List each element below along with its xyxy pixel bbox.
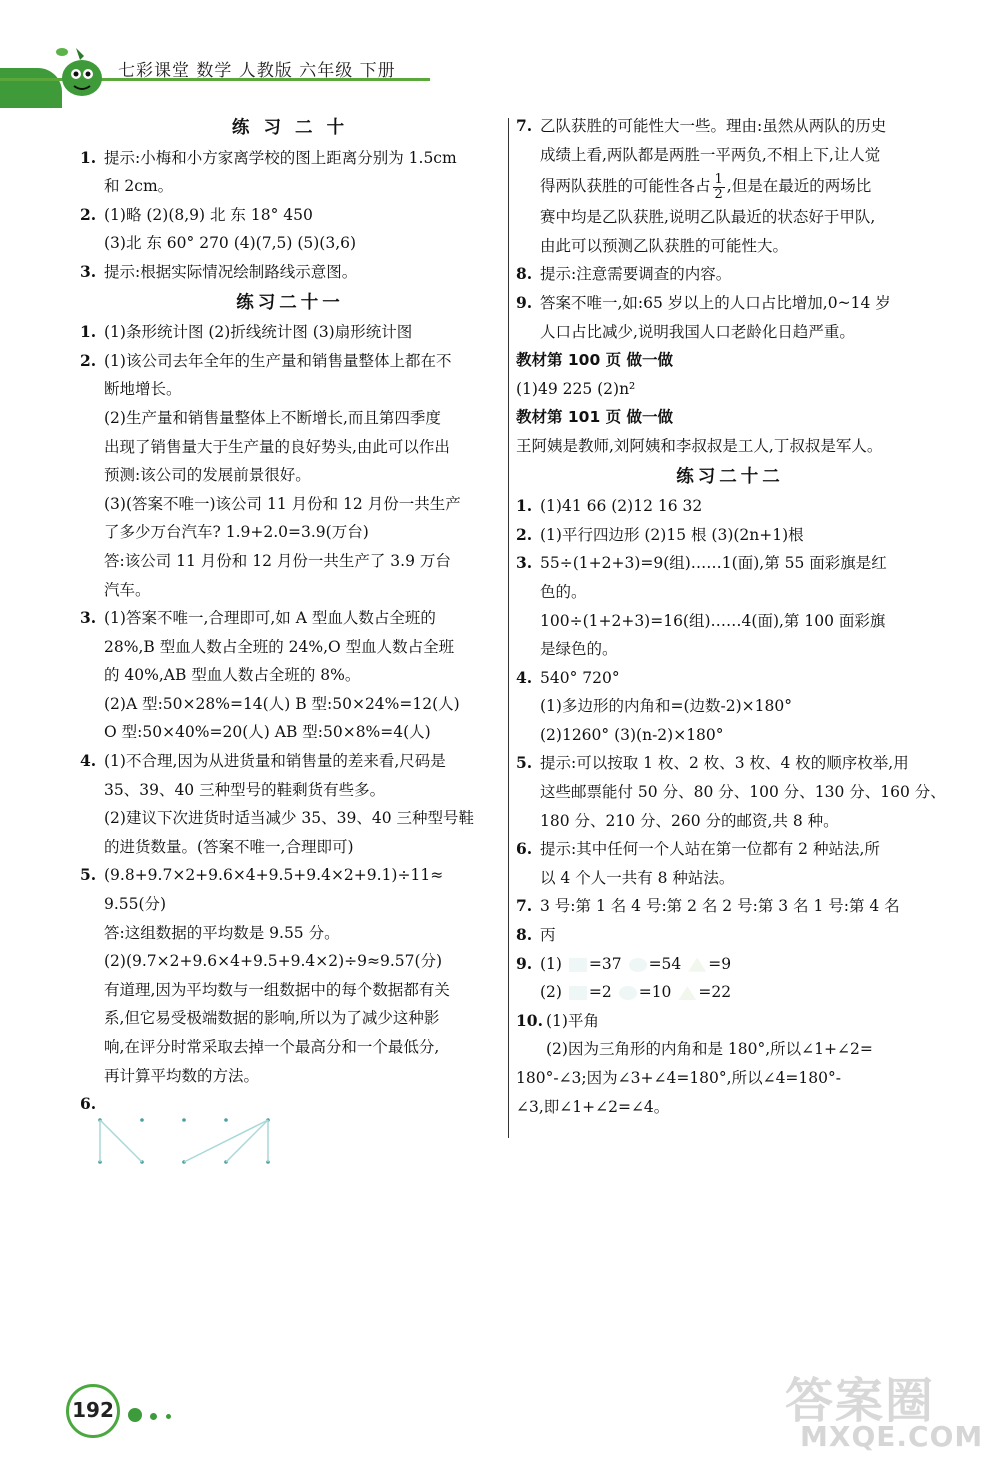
text-line: 了多少万台汽车? 1.9+2.0=3.9(万台): [104, 523, 369, 542]
watermark-url: MXQE.COM: [800, 1420, 984, 1453]
list-item: [516, 521, 944, 550]
item-number: 9.: [516, 953, 533, 973]
item-number: 10.: [516, 1010, 543, 1030]
text-line: (1)多边形的内角和=(边数-2)×180°: [540, 697, 792, 716]
item-number: 7.: [516, 896, 533, 916]
text-line: 赛中均是乙队获胜,说明乙队最近的状态好于甲队,: [540, 208, 876, 227]
text-line: 9.55(分): [104, 895, 167, 914]
mascot-icon: [52, 44, 110, 102]
text-line: 提示:其中任何一个人站在第一位都有 2 种站法,所: [540, 840, 880, 859]
item-number: 2.: [80, 350, 97, 370]
q9-value: =2: [588, 983, 612, 1002]
list-item: [80, 861, 500, 1090]
item-number: 3.: [80, 261, 97, 281]
dot-icon: [166, 1414, 171, 1419]
text-line: 乙队获胜的可能性大一些。理由:虽然从两队的历史: [540, 117, 887, 135]
item-r8: [516, 260, 944, 289]
q9-value: =9: [708, 954, 732, 973]
text-line: 540° 720°: [540, 668, 620, 687]
dot-icon: [128, 1408, 142, 1422]
q9-value: =22: [698, 983, 732, 1002]
item-q9: [516, 950, 944, 1007]
text-line: 色的。: [540, 582, 587, 601]
fraction-pre: 得两队获胜的可能性各占: [540, 177, 711, 196]
text-line: 3 号:第 1 名 4 号:第 2 名 2 号:第 3 名 1 号:第 4 名: [540, 897, 900, 916]
text-line: O 型:50×40%=20(人) AB 型:50×8%=4(人): [104, 723, 431, 742]
text-line: (1)略 (2)(8,9) 北 东 18° 450: [104, 205, 313, 224]
text-line: 系,但它易受极端数据的影响,所以为了减少这种影: [104, 1009, 440, 1028]
text-line: 答案不唯一,如:65 岁以上的人口占比增加,0~14 岁: [540, 293, 891, 312]
text-line: 成绩上看,两队都是两胜一平两负,不相上下,让人觉: [540, 145, 881, 164]
text-line: 180 分、210 分、260 分的邮资,共 8 种。: [540, 811, 839, 830]
item-number: 6.: [80, 1094, 97, 1114]
text-line: 的进货数量。(答案不唯一,合理即可): [104, 837, 354, 856]
text-line: 响,在评分时常采取去掉一个最高分和一个最低分,: [104, 1038, 440, 1056]
item-number: 4.: [516, 667, 533, 687]
item-number: 5.: [80, 865, 97, 885]
header-title: 七彩课堂 数学 人教版 六年级 下册: [118, 61, 396, 81]
circle-shape-icon: [619, 986, 637, 1000]
item-number: 1.: [516, 496, 533, 516]
item-number: 2.: [516, 524, 533, 544]
text-line: 预测:该公司的发展前景很好。: [104, 466, 311, 485]
item-r9: [516, 289, 944, 346]
list-item: [80, 1090, 500, 1142]
section-title-21: 练习二十一: [236, 292, 344, 313]
item-number: 2.: [80, 204, 97, 224]
square-shape-icon: [569, 986, 587, 1000]
text-line: 的 40%,AB 型血人数占全班的 8%。: [104, 666, 361, 685]
list-item: [516, 549, 944, 663]
fraction-post: ,但是在最近的两场比: [726, 177, 872, 196]
text-line: (2)建议下次进货时适当减少 35、39、40 三种型号鞋: [104, 809, 474, 828]
left-column: [80, 112, 500, 1176]
text-line: (2)生产量和销售量整体上不断增长,而且第四季度: [104, 408, 441, 427]
text-line: 和 2cm。: [104, 177, 174, 196]
q9-value: =37: [588, 954, 622, 973]
section-22-items: [516, 492, 944, 950]
dot-icon: [150, 1413, 157, 1420]
page-header: [0, 38, 430, 110]
p101-text: 王阿姨是教师,刘阿姨和李叔叔是工人,丁叔叔是军人。: [516, 436, 883, 455]
item-number: 6.: [516, 839, 533, 859]
text-line: 答:该公司 11 月份和 12 月份一共生产了 3.9 万台: [104, 551, 451, 570]
item-number: 3.: [80, 608, 97, 628]
text-line: 汽车。: [104, 580, 151, 599]
triangle-shape-icon: [688, 958, 706, 972]
item-r7: [516, 112, 944, 260]
text-line: 提示:注意需要调查的内容。: [540, 265, 732, 284]
text-line: (1)条形统计图 (2)折线统计图 (3)扇形统计图: [104, 323, 413, 342]
text-line: 以 4 个人一共有 8 种站法。: [540, 868, 735, 887]
item-number: 3.: [516, 553, 533, 573]
list-item: [516, 749, 944, 835]
q9-row-2: [540, 978, 944, 1007]
text-line: (1)41 66 (2)12 16 32: [540, 497, 703, 516]
text-line: 100÷(1+2+3)=16(组)……4(面),第 100 面彩旗: [540, 611, 886, 630]
q9-value: =10: [638, 983, 672, 1002]
p101-title: 教材第 101 页 做一做: [516, 408, 674, 427]
item-number: 5.: [516, 753, 533, 773]
text-line: (2)因为三角形的内角和是 180°,所以∠1+∠2=: [546, 1040, 873, 1059]
p100-text: (1)49 225 (2)n²: [516, 379, 636, 398]
list-item: [516, 664, 944, 750]
q9-row-1: [540, 950, 944, 979]
text-line: (1)平行四边形 (2)15 根 (3)(2n+1)根: [540, 525, 804, 544]
text-line: (1)平角: [546, 1011, 599, 1030]
fraction-denominator: 2: [714, 186, 723, 202]
q9-label: (2): [540, 983, 562, 1002]
text-line: 28%,B 型血人数占全班的 24%,O 型血人数占全班: [104, 637, 455, 656]
text-line: ∠3,即∠1+∠2=∠4。: [516, 1097, 670, 1116]
text-line: 提示:可以按取 1 枚、2 枚、3 枚、4 枚的顺序枚举,用: [540, 754, 909, 773]
list-item: [516, 835, 944, 892]
list-item: [80, 318, 500, 347]
text-line: (1)答案不唯一,合理即可,如 A 型血人数占全班的: [104, 609, 436, 628]
text-line: 丙: [540, 926, 556, 945]
item-number: 8.: [516, 264, 533, 284]
text-line: 180°-∠3;因为∠3+∠4=180°,所以∠4=180°-: [516, 1069, 841, 1087]
text-line: 提示:根据实际情况绘制路线示意图。: [104, 262, 358, 281]
list-item: [80, 604, 500, 747]
item-number: 7.: [516, 116, 533, 135]
p100-title: 教材第 100 页 做一做: [516, 351, 674, 370]
list-item: [516, 921, 944, 950]
item-number: 9.: [516, 292, 533, 312]
text-line: 提示:小梅和小方家离学校的图上距离分别为 1.5cm: [104, 148, 457, 167]
text-line: (3)北 东 60° 270 (4)(7,5) (5)(3,6): [104, 234, 357, 253]
list-item: [80, 258, 500, 287]
text-line: 出现了销售量大于生产量的良好势头,由此可以作出: [104, 437, 450, 456]
text-line: (9.8+9.7×2+9.6×4+9.5+9.4×2+9.1)÷11≈: [104, 866, 444, 885]
list-item: [80, 747, 500, 861]
column-divider: [508, 118, 509, 1138]
watermark-logo: 答案圈: [785, 1373, 936, 1429]
text-line: 由此可以预测乙队获胜的可能性大。: [540, 236, 789, 255]
text-line: 再计算平均数的方法。: [104, 1066, 260, 1085]
list-item: [80, 201, 500, 258]
section-21-items: [80, 318, 500, 1142]
text-line-fraction: [540, 169, 944, 203]
square-shape-icon: [569, 958, 587, 972]
item-number: 1.: [80, 322, 97, 342]
text-line: (2)(9.7×2+9.6×4+9.5+9.4×2)÷9≈9.57(分): [104, 952, 443, 971]
fraction-numerator: 1: [714, 171, 723, 187]
item-number: 1.: [80, 147, 97, 167]
text-line: 是绿色的。: [540, 640, 618, 659]
section-title-20: 练 习 二 十: [231, 118, 349, 138]
text-line: 人口占比减少,说明我国人口老龄化日趋严重。: [540, 322, 855, 341]
list-item: [516, 492, 944, 521]
text-line: 答:这组数据的平均数是 9.55 分。: [104, 923, 340, 942]
text-line: (1)不合理,因为从进货量和销售量的差来看,尺码是: [104, 752, 446, 771]
page-number: 192: [66, 1384, 120, 1438]
list-item: [80, 347, 500, 604]
text-line: (2)A 型:50×28%=14(人) B 型:50×24%=12(人): [104, 694, 460, 713]
right-column: [516, 112, 944, 1121]
text-line: (1)该公司去年全年的生产量和销售量整体上都在不: [104, 351, 452, 370]
item-number: 4.: [80, 751, 97, 771]
list-item: [80, 144, 500, 201]
fraction-half: [713, 173, 725, 202]
text-line: 这些邮票能付 50 分、80 分、100 分、130 分、160 分、: [540, 783, 946, 802]
text-line: (3)(答案不唯一)该公司 11 月份和 12 月份一共生产: [104, 494, 461, 513]
section-title-22: 练习二十二: [676, 466, 784, 487]
triangle-shape-icon: [678, 986, 696, 1000]
text-line: 35、39、40 三种型号的鞋剩货有些多。: [104, 780, 386, 799]
text-line: (2)1260° (3)(n-2)×180°: [540, 725, 724, 744]
q9-label: (1): [540, 954, 562, 973]
item-number: 8.: [516, 925, 533, 945]
text-line: 断地增长。: [104, 380, 182, 399]
text-line: 有道理,因为平均数与一组数据中的每个数据都有关: [104, 980, 450, 999]
text-line: 55÷(1+2+3)=9(组)……1(面),第 55 面彩旗是红: [540, 554, 887, 573]
item-q10: [516, 1007, 944, 1121]
circle-shape-icon: [629, 958, 647, 972]
list-item: [516, 892, 944, 921]
section-20-items: [80, 144, 500, 287]
q9-value: =54: [648, 954, 682, 973]
